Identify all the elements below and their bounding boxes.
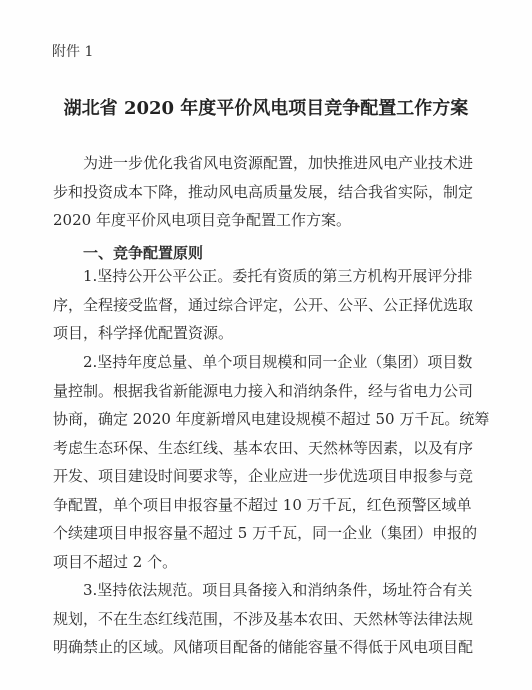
principle-2-line: 项目不超过 2 个。 bbox=[53, 552, 178, 571]
principle-1-line: 项目，科学择优配置资源。 bbox=[53, 324, 234, 342]
intro-line: 步和投资成本下降，推动风电高质量发展，结合我省实际，制定 bbox=[53, 182, 474, 201]
principle-2-line: 量控制。根据我省新能源电力接入和消纳条件，经与省电力公司 bbox=[53, 381, 474, 400]
principle-3-paragraph bbox=[53, 576, 497, 662]
attachment-label: 附件 1 bbox=[52, 44, 94, 60]
document-title: 湖北省 2020 年度平价风电项目竞争配置工作方案 bbox=[63, 98, 469, 119]
intro-paragraph bbox=[53, 149, 497, 235]
principle-2-paragraph bbox=[53, 348, 497, 576]
intro-line: 2020 年度平价风电项目竞争配置工作方案。 bbox=[53, 211, 351, 229]
principle-3-line: 明确禁止的区域。风储项目配备的储能容量不得低于风电项目配 bbox=[53, 638, 474, 656]
principle-2-line: 2.坚持年度总量、单个项目规模和同一企业（集团）项目数 bbox=[53, 353, 473, 371]
principle-1-line: 序，全程接受监督，通过综合评定，公开、公平、公正择优选取 bbox=[53, 295, 474, 314]
principle-2-line: 个续建项目申报容量不超过 5 万千瓦，同一企业（集团）申报的 bbox=[53, 524, 478, 542]
section-heading: 一、竞争配置原则 bbox=[83, 244, 204, 262]
principle-2-line: 争配置，单个项目申报容量不超过 10 万千瓦，红色预警区域单 bbox=[53, 495, 472, 514]
intro-line: 为进一步优化我省风电资源配置，加快推进风电产业技术进 bbox=[53, 154, 474, 172]
principle-1-paragraph bbox=[53, 262, 497, 348]
principle-1-line: 1.坚持公开公平公正。委托有资质的第三方机构开展评分排 bbox=[53, 267, 473, 285]
principle-2-line: 协商，确定 2020 年度新增风电建设规模不超过 50 万千瓦。统筹 bbox=[53, 410, 490, 428]
principle-2-line: 考虑生态环保、生态红线、基本农田、天然林等因素，以及有序 bbox=[53, 438, 474, 457]
principle-3-line: 规划，不在生态红线范围，不涉及基本农田、天然林等法律法规 bbox=[53, 609, 474, 628]
principle-3-line: 3.坚持依法规范。项目具备接入和消纳条件，场址符合有关 bbox=[53, 581, 473, 599]
principle-2-line: 开发、项目建设时间要求等，企业应进一步优选项目申报参与竞 bbox=[53, 467, 474, 485]
